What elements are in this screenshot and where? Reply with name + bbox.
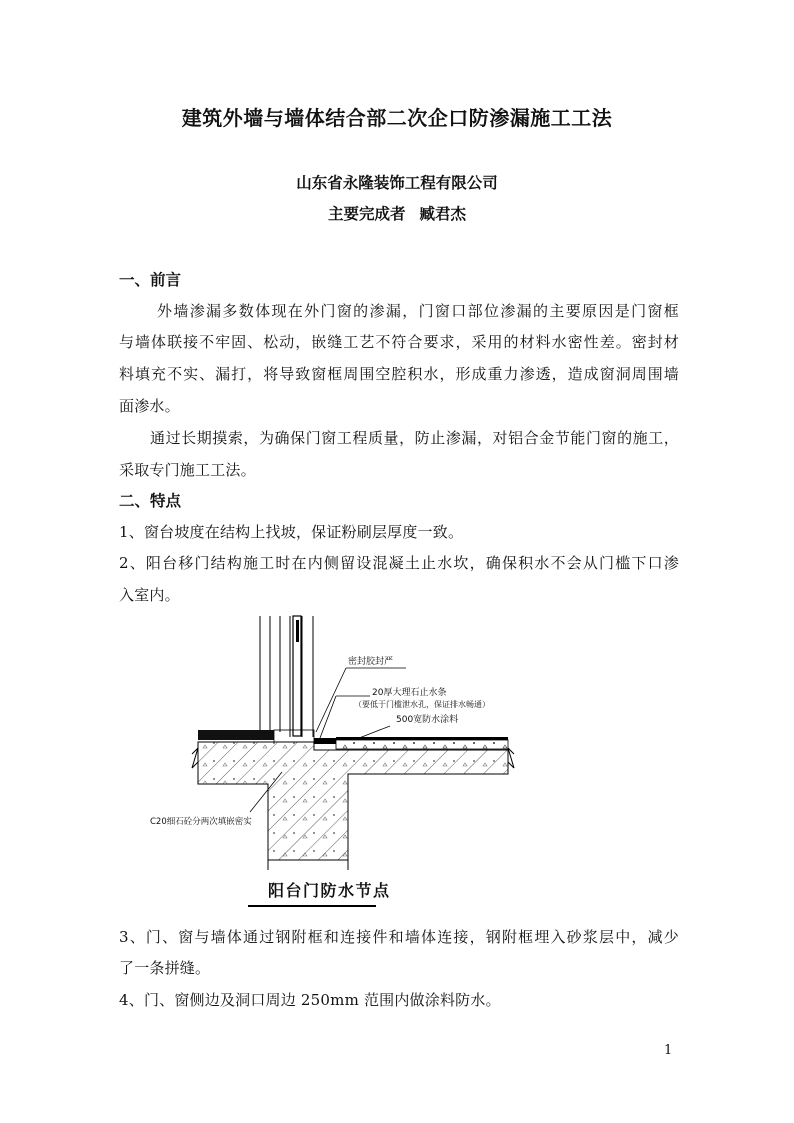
section-heading-preface: 一、前言 bbox=[119, 271, 182, 289]
balcony-door-waterproof-diagram bbox=[150, 612, 550, 912]
author-name: 臧君杰 bbox=[419, 205, 467, 223]
section-heading-features: 二、特点 bbox=[119, 492, 182, 510]
paragraph-line: 面渗水。 bbox=[119, 397, 180, 415]
floor-slab bbox=[192, 730, 514, 870]
list-item: 4、门、窗侧边及洞口周边 250mm 范围内做涂料防水。 bbox=[119, 991, 501, 1009]
list-item: 了一条拼缝。 bbox=[119, 959, 211, 977]
author-label: 主要完成者 bbox=[327, 205, 406, 223]
label-marble-line2: （要低于门槛泄水孔，保证排水畅通） bbox=[354, 700, 490, 709]
paragraph-line: 通过长期摸索，为确保门窗工程质量，防止渗漏，对铝合金节能门窗的施工， bbox=[150, 429, 679, 447]
list-item: 1、窗台坡度在结构上找坡，保证粉刷层厚度一致。 bbox=[119, 523, 464, 541]
wall-section bbox=[260, 616, 313, 737]
label-waterproof: 500宽防水涂料 bbox=[396, 715, 459, 725]
author-line bbox=[0, 202, 794, 224]
document-title: 建筑外墙与墙体结合部二次企口防渗漏施工工法 bbox=[181, 106, 613, 130]
list-item: 2、阳台移门结构施工时在内侧留设混凝土止水坎，确保积水不会从门槛下口渗 bbox=[119, 554, 679, 572]
paragraph-line: 料填充不实、漏打，将导致窗框周围空腔积水，形成重力渗透，造成窗洞周围墙 bbox=[119, 365, 679, 383]
list-item: 入室内。 bbox=[119, 586, 180, 604]
list-item: 3、门、窗与墙体通过钢附框和连接件和墙体连接，钢附框埋入砂浆层中，减少 bbox=[119, 928, 679, 946]
page-number: 1 bbox=[664, 1043, 673, 1058]
label-concrete: C20细石砼分两次填嵌密实 bbox=[150, 817, 252, 827]
figure-caption: 阳台门防水节点 bbox=[268, 881, 391, 900]
paragraph-line: 采取专门施工工法。 bbox=[119, 461, 256, 479]
paragraph-line: 与墙体联接不牢固、松动，嵌缝工艺不符合要求，采用的材料水密性差。密封材 bbox=[119, 333, 679, 351]
company-name: 山东省永隆装饰工程有限公司 bbox=[296, 174, 498, 192]
label-sealant: 密封胶封严 bbox=[348, 657, 394, 667]
label-marble-line1: 20厚大理石止水条 bbox=[372, 688, 447, 698]
paragraph-line: 外墙渗漏多数体现在外门窗的渗漏，门窗口部位渗漏的主要原因是门窗框 bbox=[157, 302, 679, 320]
